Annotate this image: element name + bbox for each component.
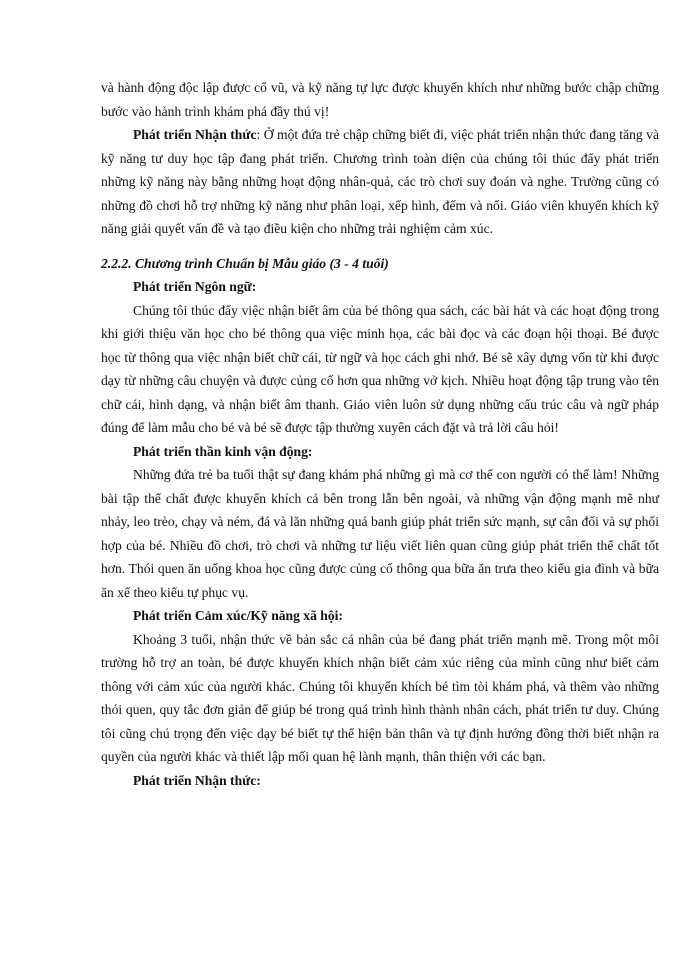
emotional-paragraph: Khoảng 3 tuổi, nhận thức về bản sắc cá nhân của bé đang phát triển mạnh mẽ. Trong một môi trường hỗ trợ an toàn, bé được khuyến khích nhận biết cảm xúc riêng của mình cũng như biết cảm thông với cảm xúc của người khác. Chúng tôi khuyến khích bé tìm tòi khám phá, và thêm vào những thói quen, quy tắc đơn giản để giúp bé trong quá trình hình thành nhân cách, phát triển tư duy. Chúng tôi cũng chú trọng đến việc dạy bé biết tự thể hiện bản thân và tự định hướng đồng thời biết nhận ra quyền của người khác và thiết lập mối quan hệ lành mạnh, thân thiện với các bạn. bbox=[101, 631, 659, 764]
emotional-heading: Phát triển Cảm xúc/Kỹ năng xã hội: bbox=[133, 608, 343, 623]
page-body bbox=[101, 76, 659, 792]
motor-heading: Phát triển thần kinh vận động: bbox=[133, 443, 313, 459]
language-paragraph: Chúng tôi thúc đẩy việc nhận biết âm của bé thông qua sách, các bài hát và các hoạt động trong khi giới thiệu văn học cho bé thông qua việc minh họa, các bài đọc và các đoạn hội thoại. Bé được học từ thông qua việc nhận biết chữ cái, từ ngữ và học cách ghi nhớ. Bé sẽ xây dựng vốn từ khi được dạy từ những câu chuyện và được củng cố hơn qua những vở kịch. Nhiều hoạt động tập trung vào tên chữ cái, hình dạng, và nhận biết âm thanh. Giáo viên luôn sử dụng những cấu trúc câu và ngữ pháp đúng để làm mẫu cho bé và bé sẽ được tập thường xuyên cách đặt và trả lời câu hỏi! bbox=[101, 302, 659, 435]
cognitive-toddler-text: : Ở một đứa trẻ chập chững biết đi, việc phát triển nhận thức đang tăng và kỹ năng tư duy học tập đang phát triển. Chương trình toàn diện của chúng tôi thúc đẩy phát triển những kỹ năng này bằng những hoạt động nhân-quả, các trò chơi suy đoán và nghe. Trường cũng có những đồ chơi hỗ trợ những kỹ năng như phân loại, xếp hình, đếm và nối. Giáo viên khuyến khích kỹ năng giải quyết vấn đề và tạo điều kiện cho những trải nghiệm cảm xúc. bbox=[101, 127, 659, 236]
cognitive-toddler-label: Phát triển Nhận thức bbox=[133, 127, 257, 142]
motor-paragraph: Những đứa trẻ ba tuổi thật sự đang khám phá những gì mà cơ thể con người có thể làm! Những bài tập thể chất được khuyến khích cả bên trong lẫn bên ngoài, và những vận động mạnh mẽ như nhảy, leo trèo, chạy và ném, đá và lăn những quả banh giúp phát triển sức mạnh, sự cân đối và sự phối hợp của bé. Nhiều đồ chơi, trò chơi và những tư liệu viết liên quan cũng giúp phát triển thể chất tốt hơn. Thói quen ăn uống khoa học cũng được củng cố thông qua bữa ăn trưa theo kiểu gia đình và bữa ăn xế theo kiểu tự phục vụ. bbox=[101, 467, 659, 600]
language-heading: Phát triển Ngôn ngữ: bbox=[133, 279, 257, 294]
section-heading: 2.2.2. Chương trình Chuẩn bị Mẫu giáo (3 - 4 tuổi) bbox=[101, 255, 389, 271]
cognitive-heading: Phát triển Nhận thức: bbox=[133, 772, 261, 788]
intro-continuation-paragraph: và hành động độc lập được cổ vũ, và kỹ năng tự lực được khuyến khích như những bước chập chững bước vào hành trình khám phá đầy thú vị! bbox=[101, 80, 659, 119]
cognitive-toddler-paragraph bbox=[101, 123, 659, 241]
